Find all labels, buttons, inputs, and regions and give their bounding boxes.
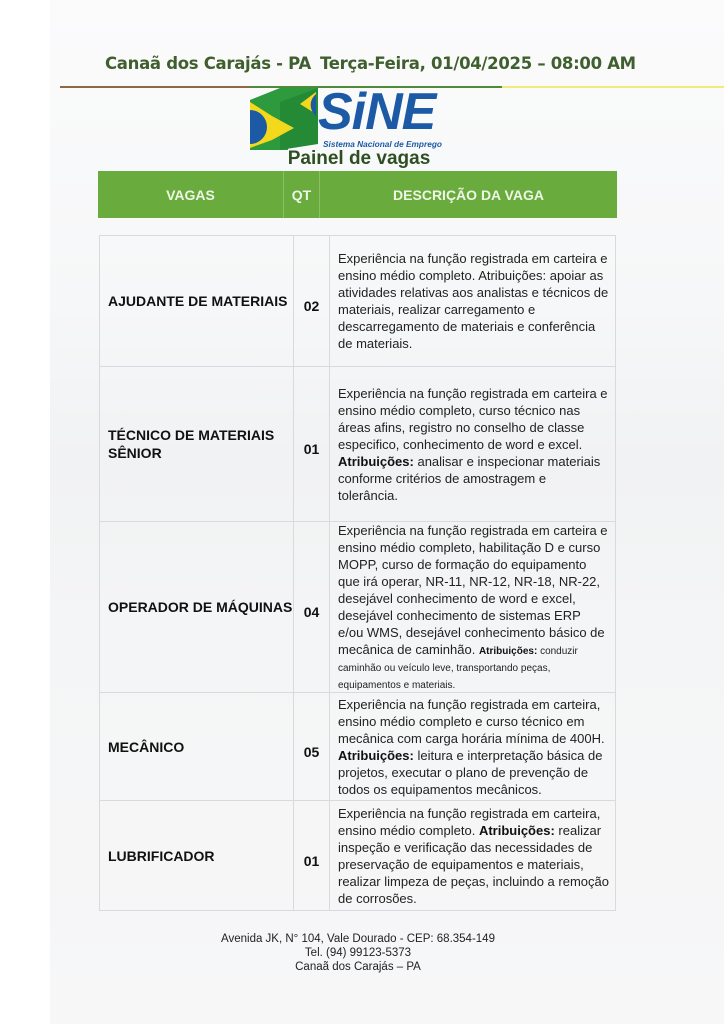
job-description: Experiência na função registrada em carteira e ensino médio completo. Atribuições: apoiar as atividades relativas aos analistas e técnicos de materiais, realizar carregamento e descarregamento de materiais e conferência de materiais. [330, 236, 616, 367]
header-rule-yellow [502, 86, 724, 88]
jobs-table [99, 235, 616, 911]
table-row [100, 367, 616, 522]
page-footer [0, 932, 724, 974]
table-header [98, 171, 617, 218]
table-row [100, 236, 616, 367]
job-title: LUBRIFICADOR [100, 801, 294, 911]
sine-logo-text: SiNE [318, 83, 436, 141]
job-quantity: 02 [294, 236, 330, 367]
job-description: Experiência na função registrada em carteira, ensino médio completo e curso técnico em mecânica com carga horária mínima de 400H. Atribuições: leitura e interpretação básica de projetos, executar o plano de prevenção de todos os equipamentos mecânicos. [330, 693, 616, 801]
table-row [100, 693, 616, 801]
column-header-vagas: VAGAS [98, 171, 284, 218]
footer-address: Avenida JK, N° 104, Vale Dourado - CEP: 68.354-149 [221, 933, 495, 945]
job-quantity: 04 [294, 522, 330, 693]
sine-logo-subtitle: Sistema Nacional de Emprego [323, 139, 442, 149]
job-title: OPERADOR DE MÁQUINAS [100, 522, 294, 693]
job-title: MECÂNICO [100, 693, 294, 801]
page-title: Painel de vagas [287, 148, 431, 169]
job-quantity: 01 [294, 367, 330, 522]
footer-phone: Tel. (94) 99123-5373 [304, 947, 412, 959]
header-datetime: Terça-Feira, 01/04/2025 – 08:00 AM [320, 54, 636, 73]
job-quantity: 01 [294, 801, 330, 911]
header-city: Canaã dos Carajás - PA [105, 54, 311, 73]
job-quantity: 05 [294, 693, 330, 801]
job-description: Experiência na função registrada em carteira, ensino médio completo. Atribuições: realizar inspeção e verificação das necessidades de preservação de equipamentos e materiais, realizar limpeza de peças, incluindo a remoção de corrosões. [330, 801, 616, 911]
job-title: AJUDANTE DE MATERIAIS [100, 236, 294, 367]
job-description: Experiência na função registrada em carteira e ensino médio completo, habilitação D e curso MOPP, curso de formação do equipamento que irá operar, NR-11, NR-12, NR-18, NR-22, desejável conhecimento de word e excel, desejável conhecimento de sistemas ERP e/ou WMS, desejável conhecimento básico de mecânica de caminhão. Atribuições: conduzir caminhão ou veículo leve, transportando peças, equipamentos e materiais. [330, 522, 616, 693]
table-row [100, 522, 616, 693]
job-title: TÉCNICO DE MATERIAIS SÊNIOR [100, 367, 294, 522]
column-header-qt: QT [284, 171, 320, 218]
column-header-descricao: DESCRIÇÃO DA VAGA [393, 186, 544, 203]
header-rule-brown [60, 86, 250, 88]
footer-city: Canaã dos Carajás – PA [295, 961, 421, 973]
table-row [100, 801, 616, 911]
job-description: Experiência na função registrada em carteira e ensino médio completo, curso técnico nas áreas afins, registro no conselho de classe especifico, conhecimento de word e excel. Atribuições: analisar e inspecionar materiais conforme critérios de amostragem e tolerância. [330, 367, 616, 522]
